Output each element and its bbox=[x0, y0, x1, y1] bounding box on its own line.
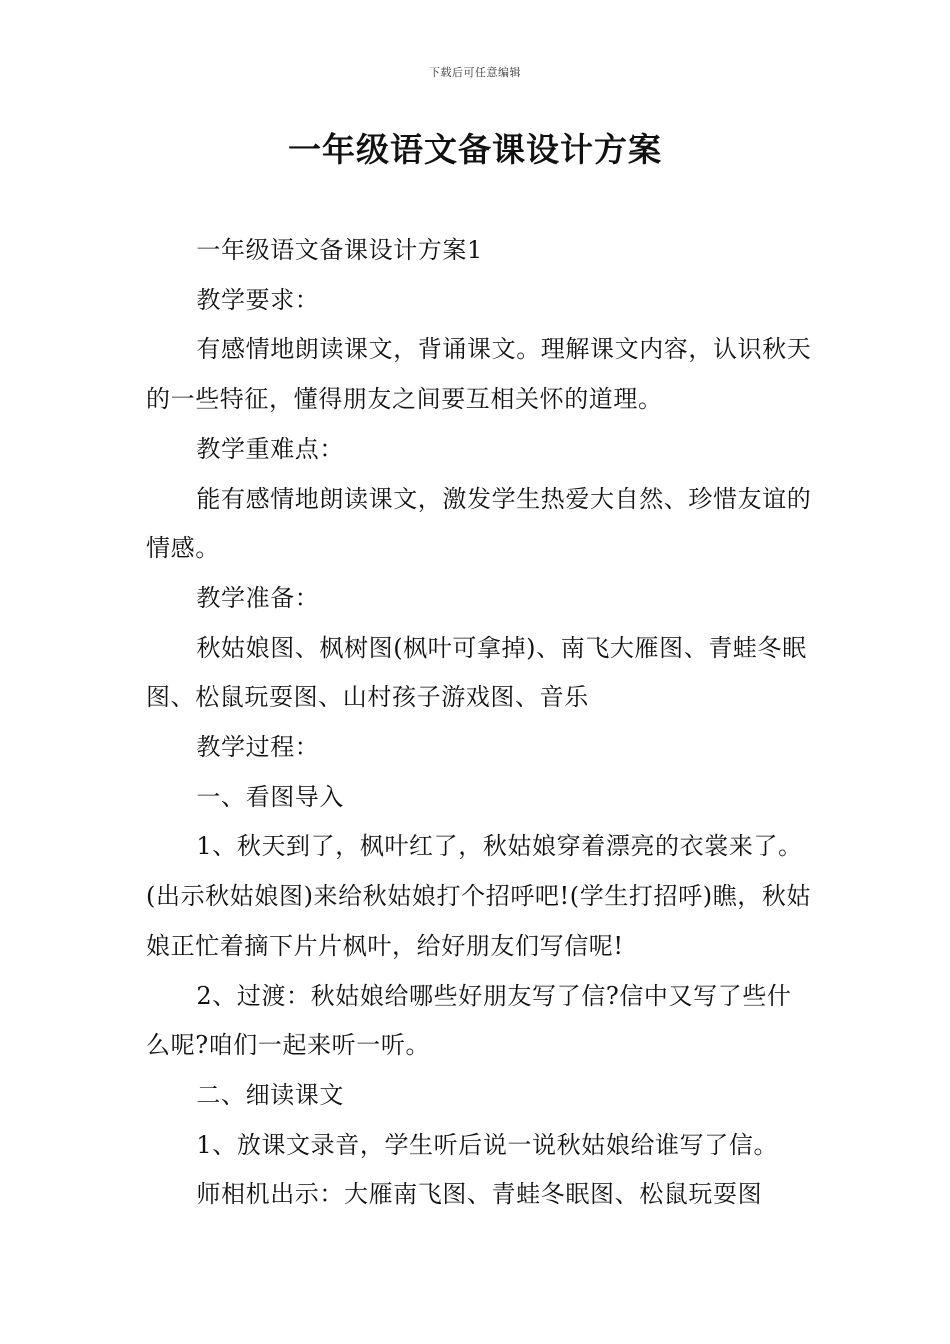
paragraph: 能有感情地朗读课文，激发学生热爱大自然、珍惜友谊的情感。 bbox=[146, 484, 812, 563]
paragraph: 1、秋天到了，枫叶红了，秋姑娘穿着漂亮的衣裳来了。(出示秋姑娘图)来给秋姑娘打个招呼吧!(学生打招呼)瞧，秋姑娘正忙着摘下片片枫叶，给好朋友们写信呢! bbox=[146, 832, 812, 960]
heading-teaching-requirements: 教学要求： bbox=[196, 285, 320, 314]
heading-teaching-preparation: 教学准备： bbox=[196, 583, 320, 612]
paragraph: 有感情地朗读课文，背诵课文。理解课文内容，认识秋天的一些特征，懂得朋友之间要互相关怀的道理。 bbox=[146, 335, 812, 414]
paragraph: 2、过渡：秋姑娘给哪些好朋友写了信?信中又写了些什么呢?咱们一起来听一听。 bbox=[146, 981, 792, 1060]
paragraph: 师相机出示：大雁南飞图、青蛙冬眠图、松鼠玩耍图 bbox=[196, 1180, 763, 1209]
section-heading: 一年级语文备课设计方案1 bbox=[196, 236, 483, 264]
subheading-close-reading: 二、细读课文 bbox=[196, 1080, 344, 1109]
document-title: 一年级语文备课设计方案 bbox=[288, 130, 662, 169]
heading-key-difficulties: 教学重难点： bbox=[196, 434, 344, 463]
paragraph: 1、放课文录音，学生听后说一说秋姑娘给谁写了信。 bbox=[196, 1130, 779, 1159]
subheading-look-at-pictures: 一、看图导入 bbox=[196, 782, 344, 811]
paragraph: 秋姑娘图、枫树图(枫叶可拿掉)、南飞大雁图、青蛙冬眠图、松鼠玩耍图、山村孩子游戏图、音乐 bbox=[146, 633, 807, 712]
document-body bbox=[146, 226, 816, 1220]
heading-teaching-process: 教学过程： bbox=[196, 733, 320, 762]
page-header-note: 下载后可任意编辑 bbox=[429, 66, 521, 79]
